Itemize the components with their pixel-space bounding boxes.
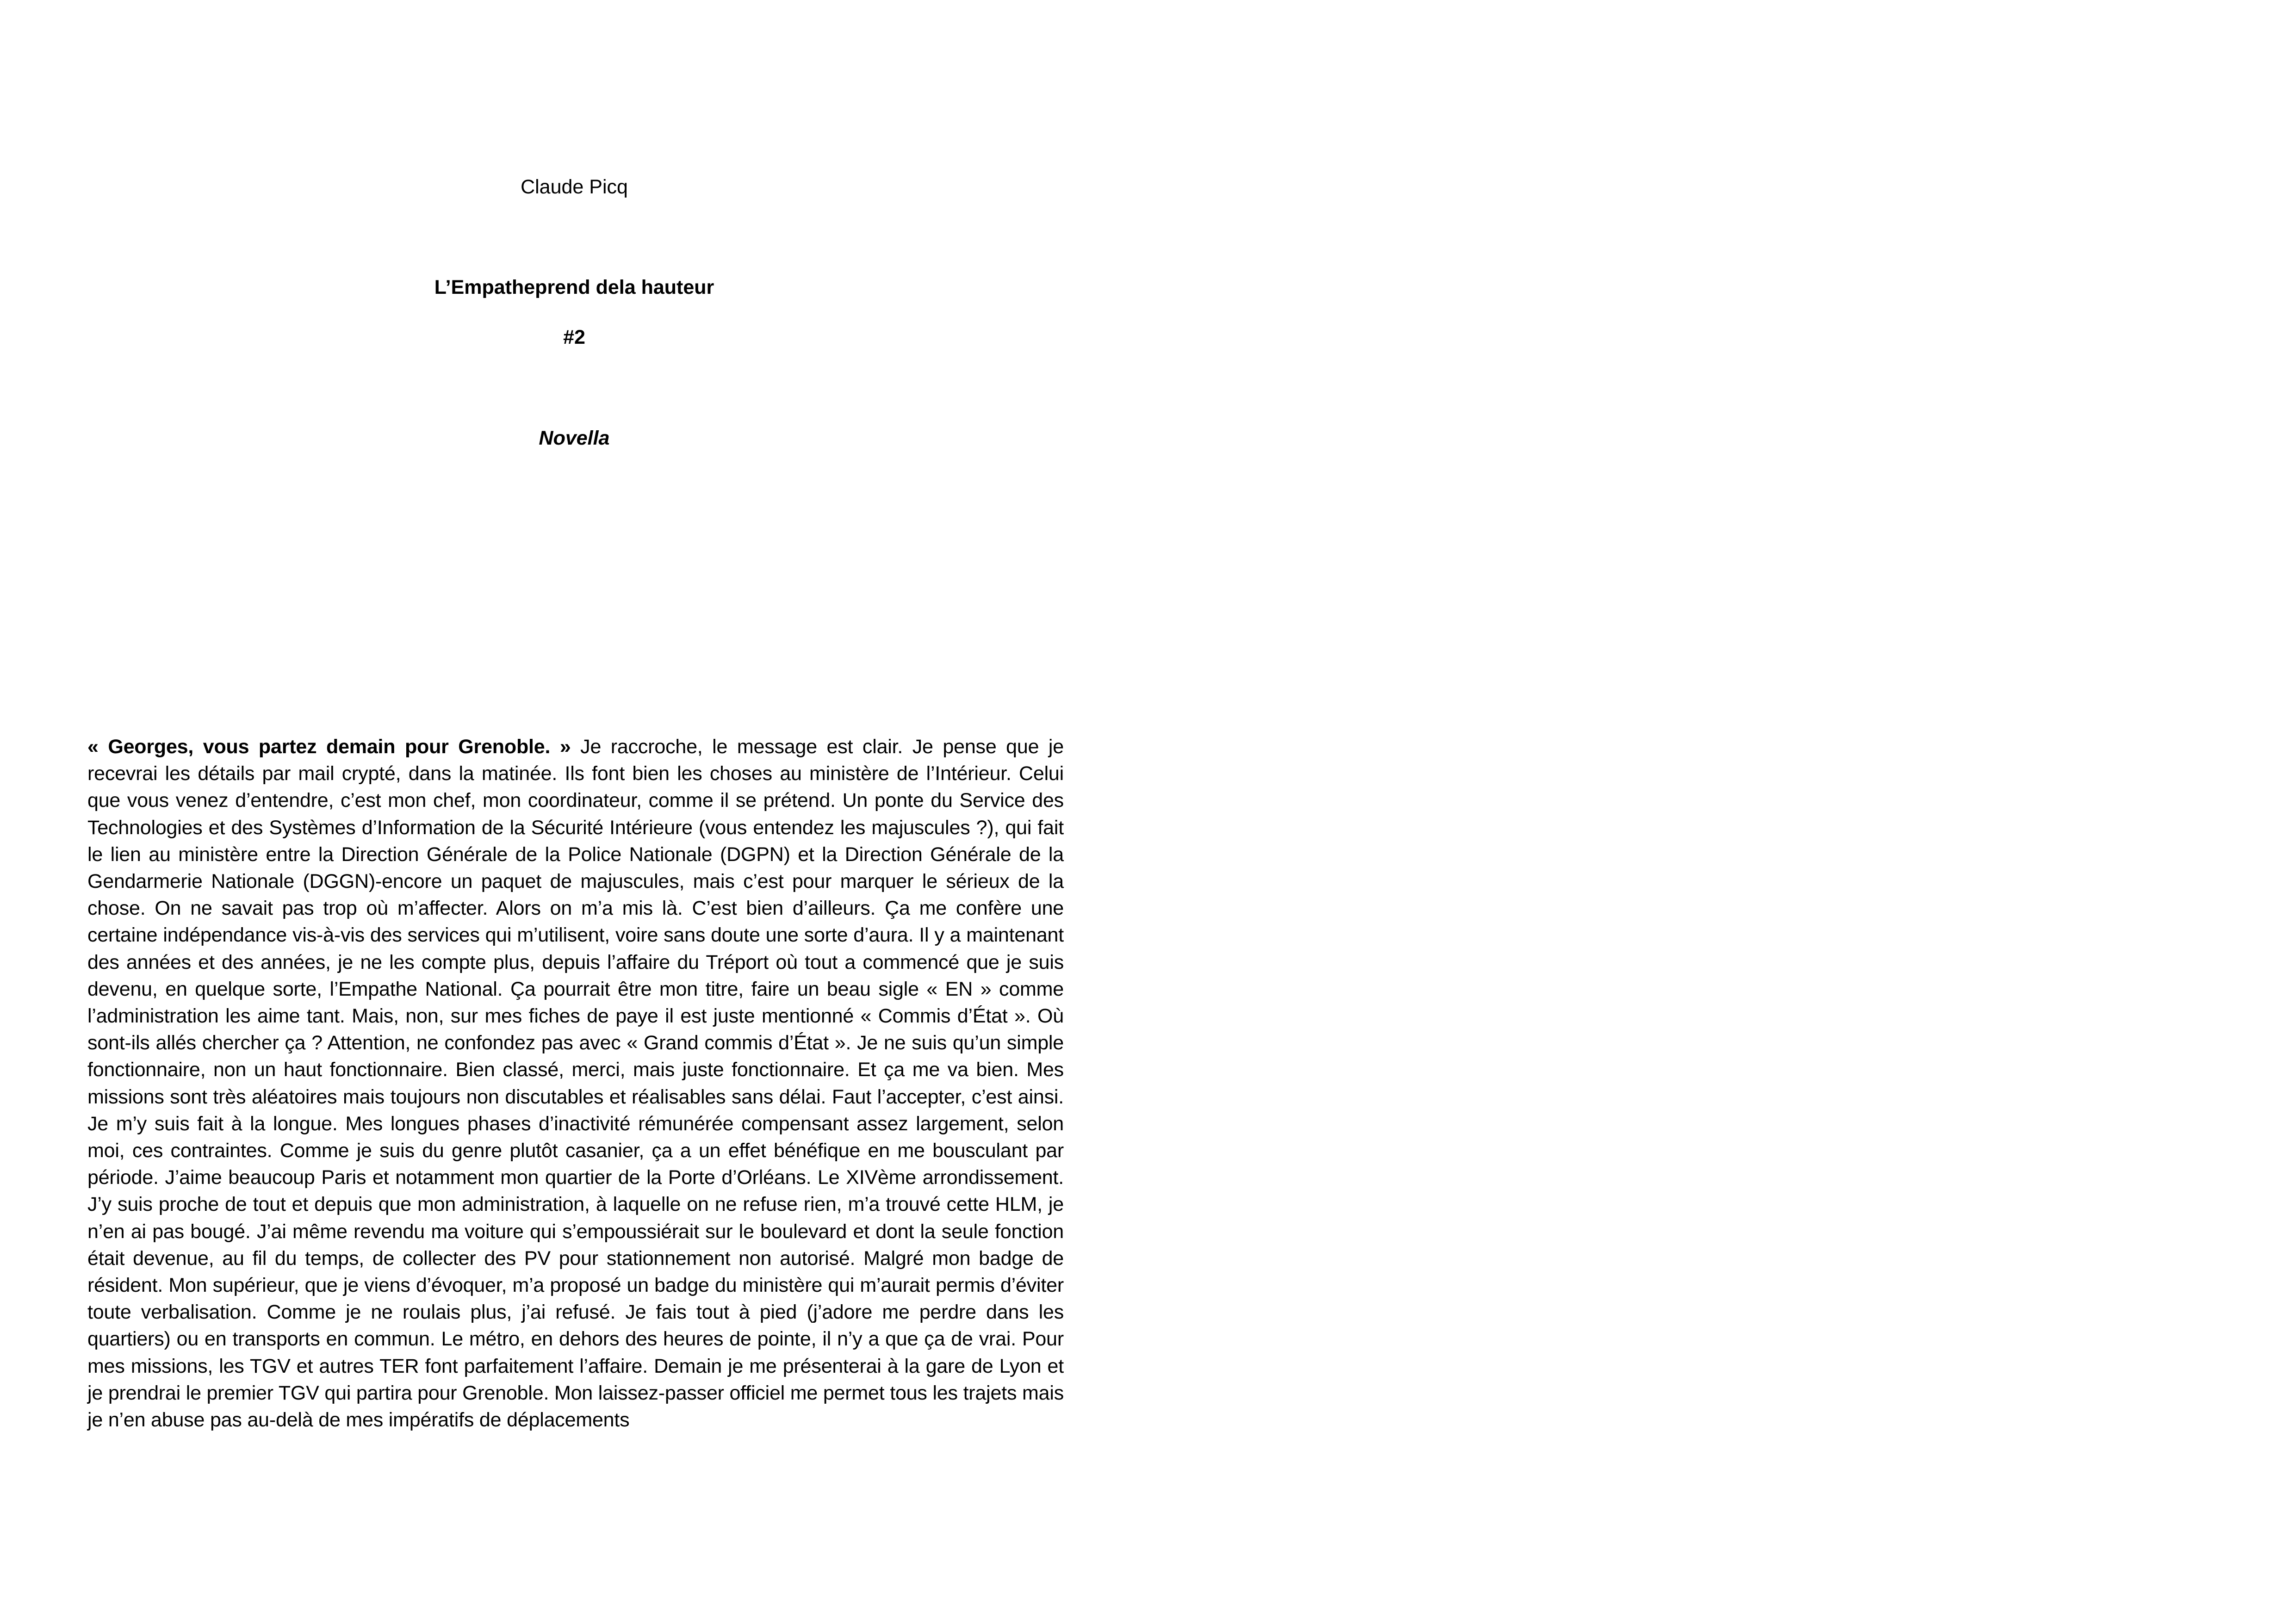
- opening-quote: « Georges, vous partez demain pour Grenoble. »: [87, 736, 571, 758]
- paragraph-text: Je raccroche, le message est clair. Je pense que je recevrai les détails par mail crypté, dans la matinée. Ils font bien les choses au ministère de l’Intérieur. Celui que vous venez d’entendre, c’est mon chef, mon coordinateur, comme il se prétend. Un ponte du Service des Technologies et des Systèmes d’Information de la Sécurité Intérieure (vous entendez les majuscules ?), qui fait le lien au ministère entre la Direction Générale de la Police Nationale (DGPN) et la Direction Générale de la Gendarmerie Nationale (DGGN)-encore un paquet de majuscules, mais c’est pour marquer le sérieux de la chose. On ne savait pas trop où m’affecter. Alors on m’a mis là. C’est bien d’ailleurs. Ça me confère une certaine indépendance vis-à-vis des services qui m’utilisent, voire sans doute une sorte d’aura. Il y a maintenant des années et des années, je ne les compte plus, depuis l’affaire du Tréport où tout a commencé que je suis devenu, en quelque sorte, l’Empathe National. Ça pourrait être mon titre, faire un beau sigle « EN » comme l’administration les aime tant. Mais, non, sur mes fiches de paye il est juste mentionné « Commis d’État ». Où sont-ils allés chercher ça ? Attention, ne confondez pas avec « Grand commis d’État ». Je ne suis qu’un simple fonctionnaire, non un haut fonctionnaire. Bien classé, merci, mais juste fonctionnaire. Et ça me va bien. Mes missions sont très aléatoires mais toujours non discutables et réalisables sans délai. Faut l’accepter, c’est ainsi. Je m’y suis fait à la longue. Mes longues phases d’inactivité rémunérée compensant assez largement, selon moi, ces contraintes. Comme je suis du genre plutôt casanier, ça a un effet bénéfique en me bousculant par période. J’aime beaucoup Paris et notamment mon quartier de la Porte d’Orléans. Le XIVème arrondissement. J’y suis proche de tout et depuis que mon administration, à laquelle on ne refuse rien, m’a trouvé cette HLM, je n’en ai pas bougé. J’ai même revendu ma voiture qui s’empoussiérait sur le boulevard et dont la seule fonction était devenue, au fil du temps, de collecter des PV pour stationnement non autorisé. Malgré mon badge de résident. Mon supérieur, que je viens d’évoquer, m’a proposé un badge du ministère qui m’aurait permis d’éviter toute verbalisation. Comme je ne roulais plus, j’ai refusé. Je fais tout à pied (j’adore me perdre dans les quartiers) ou en transports en commun. Le métro, en dehors des heures de pointe, il n’y a que ça de vrai. Pour mes missions, les TGV et autres TER font parfaitement l’affaire. Demain je me présenterai à la gare de Lyon et je prendrai le premier TGV qui partira pour Grenoble. Mon laissez-passer officiel me permet tous les trajets mais je n’en abuse pas au-delà de mes impératifs de déplacements: [87, 736, 1064, 1431]
- issue-number: #2: [563, 326, 585, 348]
- book-title: L’Empatheprend dela hauteur: [434, 276, 714, 298]
- genre-label: Novella: [539, 427, 610, 449]
- paragraph: [87, 733, 1064, 1433]
- left-body-text: [87, 733, 1064, 1433]
- author-name: Claude Picq: [521, 176, 628, 198]
- right-page: [1148, 0, 2296, 1623]
